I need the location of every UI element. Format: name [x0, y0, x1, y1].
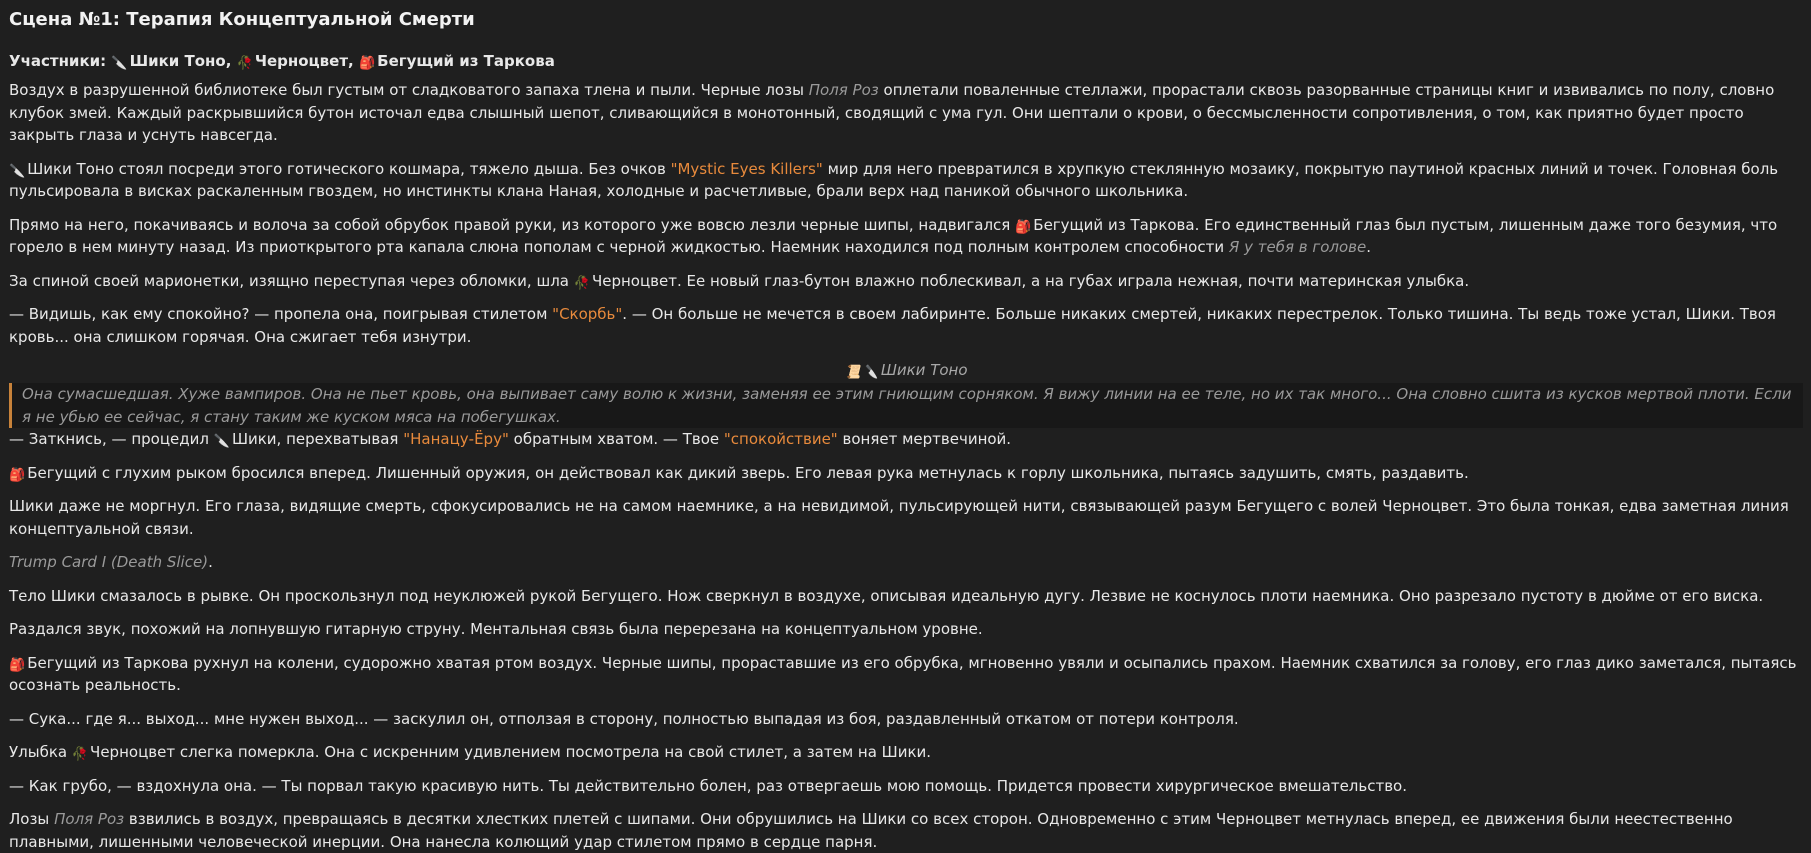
rose-icon: 🥀 [573, 275, 590, 291]
item-sorrow: "Скорбь" [552, 305, 623, 323]
paragraph-rude: — Как грубо, — вздохнула она. — Ты порвал такую красивую нить. Ты действительно болен, раз отвергаешь мою помощь. Придется провести хирургическое вмешательство. [9, 776, 1407, 795]
quote-calm: "спокойствие" [723, 430, 838, 448]
paragraph-library: Воздух в разрушенной библиотеке был густым от сладковатого запаха тлена и пыли. Черные лозы Поля Роз оплетали поваленные стеллажи, прорастали сквозь разорванные страницы книг и извивались по полу, словно клубок змей. Каждый раскрывшийся бутон источал едва слышный шепот, сливающийся в монотонный, сводящий с ума гул. Они шептали о крови, о бессмысленности сопротивления, о том, как приятно будет просто закрыть глаза и уснуть навсегда. [9, 81, 1775, 144]
paragraph-runner-falls: 🎒 Бегущий из Таркова рухнул на колени, судорожно хватая ртом воздух. Черные шипы, прораставшие из его обрубка, мгновенно увяли и осыпались прахом. Наемник схватился за голову, его глаз дико заметался, пытаясь осознать реальность. [9, 653, 1797, 694]
backpack-icon: 🎒 [1015, 219, 1032, 235]
ability-rose-field: Поля Роз [54, 810, 125, 828]
item-mystic-eyes: "Mystic Eyes Killers" [670, 159, 823, 178]
paragraph-vines: Лозы Поля Роз взвились в воздух, превращаясь в десятки хлестких плетей с шипами. Они обрушились на Шики со всех сторон. Одновременно с этим Черноцвет метнулась вперед, ее движения были неестественно плавными, лишенными человеческой инерции. Она нанесла колющий удар стилетом прямо в сердце парня. [9, 810, 1733, 851]
paragraph-shiki-focus: Шики даже не моргнул. Его глаза, видящие смерть, сфокусировались не на самом наемнике, а на невидимой, пульсирующей нити, связывающей разум Бегущего с волей Черноцвет. Это была тонкая, едва заметная линия концептуальной связи. [9, 497, 1789, 538]
paragraph-chernotsvet: За спиной своей марионетки, изящно переступая через обломки, шла 🥀 Черноцвет. Ее новый глаз-бутон влажно поблескивал, а на губах играла нежная, почти материнская улыбка. [9, 271, 1470, 291]
participant-chernotsvet: Черноцвет, [254, 52, 354, 70]
paragraph-smile: Улыбка 🥀 Черноцвет слегка померкла. Она с искренним удивлением посмотрела на свой стилет, а затем на Шики. [9, 743, 932, 762]
participants-label: Участники: [9, 52, 107, 70]
backpack-icon: 🎒 [9, 467, 26, 483]
ability-rose-field: Поля Роз [808, 81, 879, 99]
paragraph-runner-attack: 🎒 Бегущий с глухим рыком бросился вперед. Лишенный оружия, он действовал как дикий зверь. Его левая рука метнулась к горлу школьника, пытаясь задушить, смять, раздавить. [9, 463, 1469, 483]
paragraph-shiki: 🔪 Шики Тоно стоял посреди этого готического кошмара, тяжело дыша. Без очков "Mystic Eyes Killers" мир для него превратился в хрупкую стеклянную мозаику, покрытую паутиной красных линий и точек. Головная боль пульсировала в висках раскаленным гвоздем, но инстинкты клана Наная, холодные и расчетливые, брали верх над паникой обычного школьника. [9, 159, 1779, 200]
paragraph-shut-up: — Заткнись, — процедил 🔪 Шики, перехватывая "Нанацу-Ёру" обратным хватом. — Твое "спокойствие" воняет мертвечиной. [9, 430, 1012, 449]
thought-quote: Она сумасшедшая. Хуже вампиров. Она не пьет кровь, она выпивает саму волю к жизни, заменяя ее этим гниющим сорняком. Я вижу линии на ее теле, но их так много... Она словно сшита из кусков мертвой плоти. Если я не убью ее сейчас, я стану таким же куском мяса на побегушках. [9, 383, 1803, 428]
knife-icon: 🔪 [862, 365, 879, 380]
paragraph-slice: Тело Шики смазалось в рывке. Он проскользнул под неуклюжей рукой Бегущего. Нож сверкнул в воздухе, описывая идеальную дугу. Лезвие не коснулось плоти наемника. Оно разрезало пустоту в дюйме от его виска. [9, 586, 1764, 605]
participant-runner: Бегущий из Таркова [377, 52, 555, 70]
paragraph-trump-card: Trump Card I (Death Slice). [9, 553, 213, 571]
knife-icon: 🔪 [9, 163, 26, 179]
thought-header: 📜 🔪 Шики Тоно [844, 361, 968, 380]
item-nanatsu-yoru: "Нанацу-Ёру" [403, 430, 509, 448]
ability-in-your-head: Я у тебя в голове [1228, 238, 1367, 256]
knife-icon: 🔪 [213, 434, 230, 449]
paragraph-runner-whines: — Сука... где я... выход... мне нужен выход... — заскулил он, отползая в сторону, полностью выпадая из боя, раздавленный откатом от потери контроля. [9, 709, 1239, 728]
paragraph-runner-approach: Прямо на него, покачиваясь и волоча за собой обрубок правой руки, из которого уже вовсю лезли черные шипы, надвигался 🎒 Бегущий из Таркова. Его единственный глаз был пустым, лишенным даже того безумия, что горело в нем минуту назад. Из приоткрытого рта капала слюна пополам с черной жидкостью. Наемник находился под полным контролем способности Я у тебя в голове. [9, 215, 1778, 256]
rose-icon: 🥀 [71, 747, 89, 762]
backpack-icon: 🎒 [9, 657, 26, 673]
scroll-icon: 📜 [844, 365, 861, 380]
rose-icon: 🥀 [236, 56, 253, 71]
scene-title: Сцена №1: Терапия Концептуальной Смерти [9, 9, 475, 30]
paragraph-dialogue-sorrow: — Видишь, как ему спокойно? — пропела она, поигрывая стилетом "Скорбь". — Он больше не мечется в своем лабиринте. Больше никаких смертей, никаких перестрелок. Только тишина. Ты ведь тоже устал, Шики. Твоя кровь... она слишком горячая. Она сжигает тебя изнутри. [9, 305, 1776, 346]
paragraph-sound: Раздался звук, похожий на лопнувшую гитарную струну. Ментальная связь была перерезана на концептуальном уровне. [9, 620, 983, 638]
participant-shiki: Шики Тоно, [129, 52, 232, 70]
participants-line [9, 50, 1803, 72]
backpack-icon: 🎒 [358, 56, 376, 71]
knife-icon: 🔪 [111, 56, 128, 71]
trump-card-name: Trump Card I (Death Slice) [9, 553, 209, 571]
